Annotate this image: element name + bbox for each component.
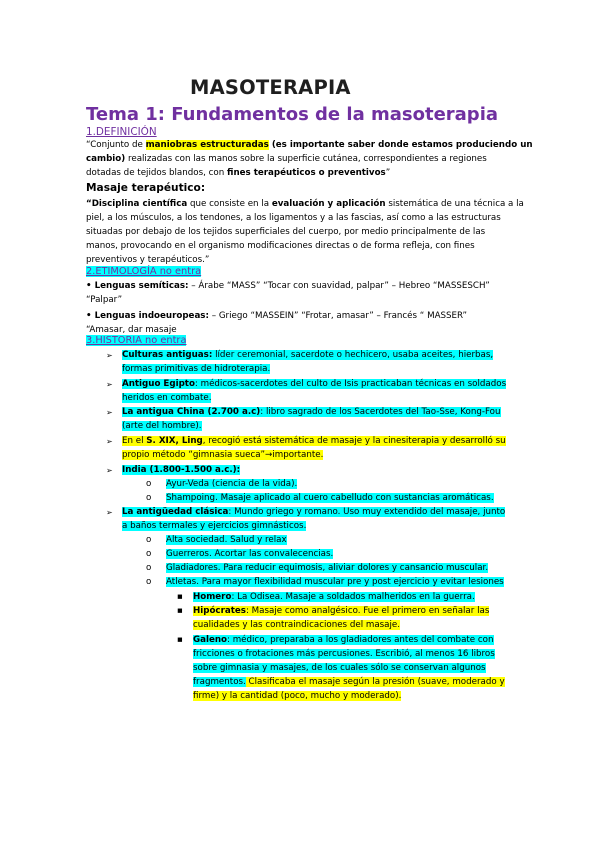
history-item-line bbox=[122, 464, 240, 477]
text-span: Hipócrates bbox=[193, 606, 246, 616]
text-span: : Mundo griego y romano. Uso muy extendido del masaje, junto bbox=[228, 507, 506, 517]
text-span: S. XIX, Ling bbox=[146, 436, 203, 446]
etymology-line: “Palpar” bbox=[86, 295, 123, 305]
masaje-line: situadas por debajo de los tejidos superficiales del cuerpo, por medio principalmente de las bbox=[86, 227, 486, 237]
text-span: evaluación y aplicación bbox=[271, 199, 386, 209]
masaje-line bbox=[86, 198, 524, 211]
text-span: En el bbox=[122, 436, 147, 446]
text-span: (2.700 a.c) bbox=[204, 407, 261, 417]
history-subsubitem bbox=[193, 676, 505, 689]
square-bullet-icon: ▪ bbox=[177, 635, 183, 645]
history-item-line bbox=[122, 406, 501, 419]
text-span: Atletas. Para mayor flexibilidad muscular pre y post ejercicio y evitar lesiones bbox=[166, 577, 504, 587]
text-span: líder ceremonial, sacerdote o hechicero, usaba aceites, hierbas, bbox=[212, 350, 494, 360]
history-subitem bbox=[166, 562, 488, 575]
text-span: heridos en combate. bbox=[122, 393, 212, 403]
history-subsubitem bbox=[193, 605, 489, 618]
masaje-heading: Masaje terapéutico: bbox=[86, 182, 206, 194]
text-span: Alta sociedad. Salud y relax bbox=[166, 535, 287, 545]
document-title: MASOTERAPIA bbox=[190, 76, 351, 99]
text-span: a baños termales y ejercicios gimnásticos. bbox=[122, 521, 307, 531]
history-subitem bbox=[166, 478, 297, 491]
text-span: Shampoing. Masaje aplicado al cuero cabelludo con sustancias aromáticas. bbox=[166, 493, 494, 503]
text-span: Clasificaba el masaje según la presión (suave, moderado y bbox=[245, 677, 505, 687]
history-item-line bbox=[122, 520, 306, 533]
circle-bullet-icon: o bbox=[146, 479, 152, 489]
text-span: fricciones o frotaciones más percusiones. Escribió, al menos 16 libros bbox=[193, 649, 495, 659]
arrow-bullet-icon: ➢ bbox=[106, 437, 113, 446]
etymology-line bbox=[86, 310, 467, 323]
text-span: Galeno bbox=[193, 635, 228, 645]
etymology-heading: 2.ETIMOLOGÍA no entra bbox=[86, 266, 202, 277]
arrow-bullet-icon: ➢ bbox=[106, 508, 113, 517]
definition-heading: 1.DEFINICIÓN bbox=[86, 126, 157, 138]
history-item-line bbox=[122, 420, 202, 433]
text-span: : libro sagrado de los Sacerdotes del Tao-Sse, Kong-Fou bbox=[260, 407, 501, 417]
history-subsubitem bbox=[193, 690, 401, 703]
text-span: : Masaje como analgésico. Fue el primero en señalar las bbox=[245, 606, 490, 616]
history-subsubitem bbox=[193, 662, 486, 675]
history-item-line bbox=[122, 449, 323, 462]
text-span: India (1.800-1.500 a.c.): bbox=[122, 465, 241, 475]
etymology-line bbox=[86, 280, 490, 293]
circle-bullet-icon: o bbox=[146, 493, 152, 503]
text-span: , recogió está sistemática de masaje y la cinesiterapia y desarrolló su bbox=[202, 436, 506, 446]
text-span: Gladiadores. Para reducir equimosis, aliviar dolores y cansancio muscular. bbox=[166, 563, 489, 573]
text-span: fines terapéuticos o preventivos bbox=[227, 168, 386, 178]
masaje-line: piel, a los músculos, a los tendones, a los ligamentos y a las fascias, así como a las estructuras bbox=[86, 213, 501, 223]
text-span: Guerreros. Acortar las convalecencias. bbox=[166, 549, 334, 559]
text-span: : médicos-sacerdotes del culto de Isis practicaban técnicas en soldados bbox=[194, 379, 507, 389]
text-span: • Lenguas semíticas: bbox=[86, 281, 189, 291]
text-span: sobre gimnasia y masajes, de los cuales sólo se conservan algunos bbox=[193, 663, 486, 673]
square-bullet-icon: ▪ bbox=[177, 592, 183, 602]
text-span: : La Odisea. Masaje a soldados malheridos en la guerra. bbox=[231, 592, 475, 602]
text-span: Ayur-Veda (ciencia de la vida). bbox=[166, 479, 298, 489]
history-item-line bbox=[122, 349, 493, 362]
arrow-bullet-icon: ➢ bbox=[106, 466, 113, 475]
definition-line bbox=[86, 153, 487, 166]
circle-bullet-icon: o bbox=[146, 535, 152, 545]
text-span: sistemática de una técnica a la bbox=[385, 199, 524, 209]
text-span: (arte del hombre). bbox=[122, 421, 202, 431]
text-span: propio método “gimnasia sueca”→importante. bbox=[122, 450, 324, 460]
highlight-span: maniobras estructuradas bbox=[145, 140, 269, 150]
text-span: : médico, preparaba a los gladiadores antes del combate con bbox=[227, 635, 494, 645]
history-subitem bbox=[166, 492, 494, 505]
text-span: formas primitivas de hidroterapia. bbox=[122, 364, 271, 374]
text-span: realizadas con las manos sobre la superficie cutánea, correspondientes a regiones bbox=[125, 154, 487, 164]
text-span: fragmentos. bbox=[193, 677, 246, 687]
text-span: “Disciplina científica bbox=[86, 199, 188, 209]
arrow-bullet-icon: ➢ bbox=[106, 380, 113, 389]
square-bullet-icon: ▪ bbox=[177, 606, 183, 616]
document-subtitle: Tema 1: Fundamentos de la masoterapia bbox=[86, 104, 499, 125]
arrow-bullet-icon: ➢ bbox=[106, 351, 113, 360]
history-item-line bbox=[122, 506, 505, 519]
text-span: ” bbox=[385, 168, 391, 178]
history-subsubitem bbox=[193, 591, 475, 604]
history-heading: 3.HISTORIA no entra bbox=[86, 335, 187, 346]
text-span: Antiguo Egipto bbox=[122, 379, 195, 389]
text-span: cambio) bbox=[86, 154, 126, 164]
text-span: Homero bbox=[193, 592, 232, 602]
text-span: La antigüedad clásica bbox=[122, 507, 229, 517]
masaje-line: preventivos y terapéuticos.” bbox=[86, 255, 210, 265]
text-span: dotadas de tejidos blandos, con bbox=[86, 168, 227, 178]
circle-bullet-icon: o bbox=[146, 563, 152, 573]
text-span: que consiste en la bbox=[187, 199, 272, 209]
circle-bullet-icon: o bbox=[146, 549, 152, 559]
text-span: – Árabe “MASS” “Tocar con suavidad, palpar” – Hebreo “MASSESCH” bbox=[188, 281, 490, 291]
definition-line bbox=[86, 167, 390, 180]
history-item-line bbox=[122, 435, 506, 448]
text-span: “Conjunto de bbox=[86, 140, 146, 150]
definition-line bbox=[86, 139, 533, 152]
history-item-line bbox=[122, 378, 506, 391]
history-subitem bbox=[166, 534, 287, 547]
circle-bullet-icon: o bbox=[146, 577, 152, 587]
text-span: • Lenguas indoeuropeas: bbox=[86, 311, 209, 321]
text-span: Culturas antiguas: bbox=[122, 350, 213, 360]
history-subitem bbox=[166, 548, 333, 561]
history-subsubitem bbox=[193, 648, 495, 661]
text-span: – Griego “MASSEIN” “Frotar, amasar” – Francés “ MASSER” bbox=[208, 311, 468, 321]
history-item-line bbox=[122, 392, 211, 405]
history-subsubitem bbox=[193, 619, 400, 632]
history-item-line bbox=[122, 363, 270, 376]
history-subitem bbox=[166, 576, 504, 589]
text-span: firme) y la cantidad (poco, mucho y moderado). bbox=[193, 691, 402, 701]
text-span: La antigua China bbox=[122, 407, 205, 417]
arrow-bullet-icon: ➢ bbox=[106, 408, 113, 417]
text-span: cualidades y las contraindicaciones del masaje. bbox=[193, 620, 401, 630]
masaje-line: manos, provocando en el organismo modificaciones directas o de forma refleja, con fines bbox=[86, 241, 475, 251]
etymology-line: “Amasar, dar masaje bbox=[86, 325, 177, 335]
text-span: (es importante saber donde estamos produciendo un bbox=[268, 140, 533, 150]
history-subsubitem bbox=[193, 634, 494, 647]
